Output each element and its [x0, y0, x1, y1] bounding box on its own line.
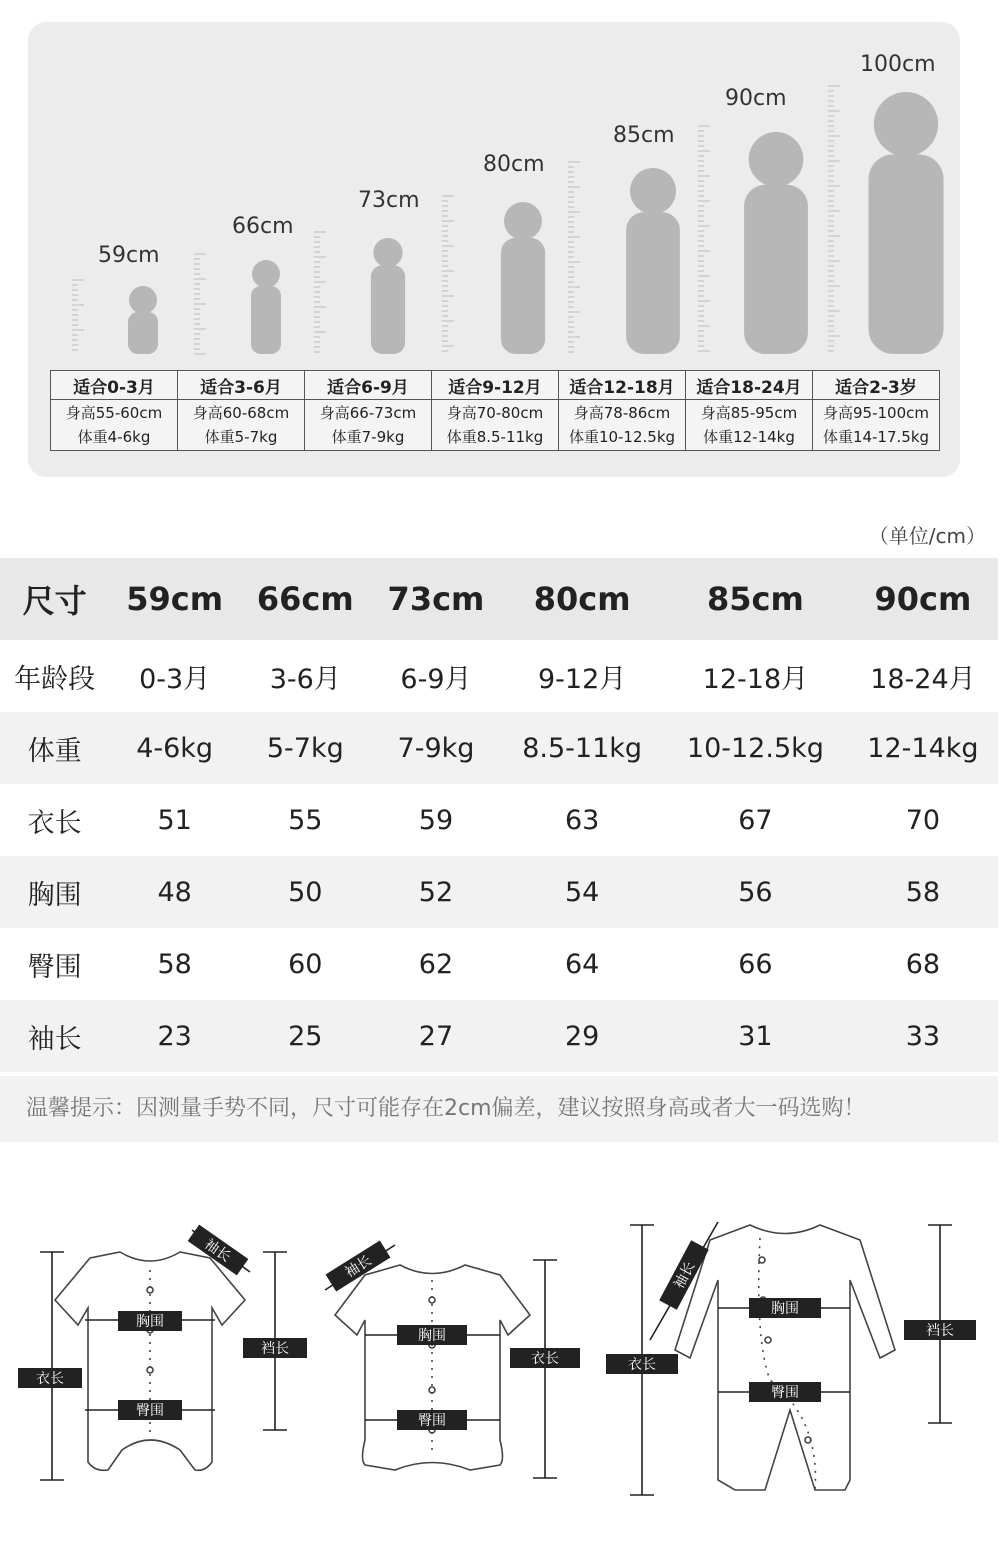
g3-hip-label: 臀围 [771, 1385, 799, 1401]
measurement-tip: 温馨提示：因测量手势不同，尺寸可能存在2cm偏差，建议按照身高或者大一码选购！ [0, 1076, 998, 1142]
g3-crotch-label: 裆长 [926, 1323, 954, 1339]
g2-chest-label: 胸围 [418, 1328, 446, 1344]
g1-hip-label: 臀围 [136, 1403, 164, 1419]
size-cell: 70 [905, 804, 941, 836]
stage-weight: 体重8.5-11kg [446, 428, 544, 446]
height-label: 66cm [232, 214, 294, 239]
g3-sleeve-label: 袖长 [671, 1259, 699, 1292]
row-label: 年龄段 [14, 663, 96, 695]
g2-length-tag [510, 1348, 580, 1368]
row-label: 臀围 [27, 951, 82, 983]
g1-sleeve-label: 袖长 [201, 1236, 234, 1266]
size-header-cell: 80cm [533, 580, 631, 618]
stage-height: 身高85-95cm [700, 404, 798, 422]
size-header-cell: 90cm [874, 580, 972, 618]
g1-chest-label: 胸围 [136, 1314, 164, 1330]
stage-height: 身高66-73cm [319, 404, 417, 422]
height-label: 59cm [98, 243, 160, 268]
size-cell: 67 [738, 804, 773, 836]
size-cell: 5-7kg [266, 732, 344, 764]
g1-length-tag [18, 1368, 82, 1388]
g2-length-label: 衣长 [531, 1351, 559, 1367]
stage-weight: 体重4-6kg [77, 428, 151, 446]
stage-weight: 体重10-12.5kg [568, 428, 676, 446]
height-label: 90cm [725, 86, 787, 111]
size-cell: 66 [738, 948, 773, 980]
size-cell: 58 [157, 948, 192, 980]
stage-title: 适合18-24月 [686, 371, 813, 400]
size-cell: 6-9月 [400, 663, 472, 695]
size-cell: 62 [418, 948, 454, 980]
size-header-cell: 85cm [706, 580, 804, 618]
size-header-cell: 59cm [126, 580, 224, 618]
row-label: 衣长 [27, 807, 82, 839]
stage-detail [432, 400, 559, 451]
height-label: 85cm [613, 123, 675, 148]
stage-title: 适合9-12月 [432, 371, 559, 400]
g3-hip-tag [749, 1382, 821, 1402]
height-label: 100cm [860, 52, 936, 77]
size-cell: 18-24月 [870, 663, 976, 695]
g1-hip-tag [118, 1400, 182, 1420]
size-table-body [0, 640, 998, 1072]
stage-height: 身高60-68cm [192, 404, 290, 422]
size-cell: 54 [564, 876, 600, 908]
g3-crotch-tag [904, 1320, 976, 1340]
g1-crotch-tag [243, 1338, 307, 1358]
stage-title: 适合12-18月 [559, 371, 686, 400]
stage-detail [559, 400, 686, 451]
g1-crotch-label: 裆长 [261, 1341, 289, 1357]
baby-silhouette [626, 168, 680, 354]
g2-chest-tag [397, 1325, 467, 1345]
g2-hip-label: 臀围 [418, 1413, 446, 1429]
size-cell: 29 [564, 1020, 600, 1052]
table-row [0, 640, 998, 712]
size-cell: 27 [418, 1020, 454, 1052]
row-label: 胸围 [27, 879, 82, 911]
size-header-cell: 66cm [256, 580, 354, 618]
stage-title: 适合6-9月 [305, 371, 432, 400]
stage-title: 适合3-6月 [178, 371, 305, 400]
row-label: 体重 [27, 735, 82, 767]
baby-silhouette [371, 238, 405, 354]
height-label: 80cm [483, 152, 545, 177]
table-row [0, 784, 998, 856]
stage-weight: 体重14-17.5kg [822, 428, 930, 446]
size-cell: 9-12月 [538, 663, 627, 695]
stage-title: 适合0-3月 [51, 371, 178, 400]
size-cell: 7-9kg [397, 732, 475, 764]
stage-detail [51, 400, 178, 451]
baby-silhouette [744, 132, 808, 354]
size-cell: 60 [288, 948, 323, 980]
growth-chart-panel [28, 22, 960, 477]
size-cell: 50 [288, 876, 323, 908]
size-cell: 48 [157, 876, 192, 908]
stage-height: 身高78-86cm [573, 404, 671, 422]
stage-detail [813, 400, 940, 451]
size-cell: 8.5-11kg [522, 732, 643, 764]
size-table [0, 558, 998, 1072]
stage-detail-row [51, 400, 940, 451]
stage-detail [178, 400, 305, 451]
height-label: 73cm [358, 188, 420, 213]
size-header-cell: 尺寸 [22, 582, 87, 620]
size-cell: 10-12.5kg [686, 732, 824, 764]
g1-length-label: 衣长 [36, 1371, 64, 1387]
size-cell: 56 [738, 876, 773, 908]
g3-sleeve-tag [659, 1240, 709, 1309]
size-cell: 58 [905, 876, 941, 908]
table-row [0, 856, 998, 928]
age-stage-table [50, 370, 940, 451]
row-label: 袖长 [27, 1023, 82, 1055]
stage-weight: 体重5-7kg [204, 428, 278, 446]
g3-length-tag [606, 1354, 678, 1374]
size-cell: 51 [157, 804, 192, 836]
table-row [0, 928, 998, 1000]
stage-height: 身高55-60cm [65, 404, 163, 422]
stage-title-row [51, 371, 940, 400]
stage-height: 身高70-80cm [446, 404, 544, 422]
size-cell: 4-6kg [136, 732, 214, 764]
table-row [0, 712, 998, 784]
long-romper-diagram [630, 1222, 952, 1495]
stage-title: 适合2-3岁 [813, 371, 940, 400]
table-row [0, 1000, 998, 1072]
stage-weight: 体重12-14kg [703, 428, 795, 446]
baby-silhouette [868, 92, 943, 354]
baby-silhouette [501, 202, 545, 354]
size-cell: 31 [738, 1020, 773, 1052]
g3-length-label: 衣长 [628, 1357, 656, 1373]
stage-detail [686, 400, 813, 451]
size-cell: 12-18月 [702, 663, 809, 695]
size-cell: 55 [288, 804, 323, 836]
unit-note: （单位/cm） [868, 524, 986, 548]
size-cell: 23 [157, 1020, 192, 1052]
g3-chest-tag [749, 1298, 821, 1318]
g2-hip-tag [397, 1410, 467, 1430]
g1-chest-tag [118, 1311, 182, 1331]
height-rulers [72, 86, 840, 354]
garment-diagrams [0, 1180, 1000, 1565]
size-cell: 52 [418, 876, 454, 908]
g2-sleeve-label: 袖长 [342, 1252, 375, 1282]
size-cell: 0-3月 [139, 663, 211, 695]
size-cell: 33 [905, 1020, 941, 1052]
stage-weight: 体重7-9kg [331, 428, 405, 446]
baby-silhouette [251, 260, 281, 354]
g3-chest-label: 胸围 [771, 1301, 799, 1317]
size-cell: 64 [564, 948, 600, 980]
size-header-cell: 73cm [387, 580, 485, 618]
size-cell: 63 [564, 804, 600, 836]
size-cell: 3-6月 [269, 663, 341, 695]
size-cell: 12-14kg [867, 732, 979, 764]
stage-detail [305, 400, 432, 451]
size-table-header [0, 558, 998, 640]
baby-silhouette [128, 286, 158, 354]
size-cell: 59 [418, 804, 454, 836]
size-cell: 25 [288, 1020, 323, 1052]
size-cell: 68 [905, 948, 941, 980]
stage-height: 身高95-100cm [823, 404, 929, 422]
